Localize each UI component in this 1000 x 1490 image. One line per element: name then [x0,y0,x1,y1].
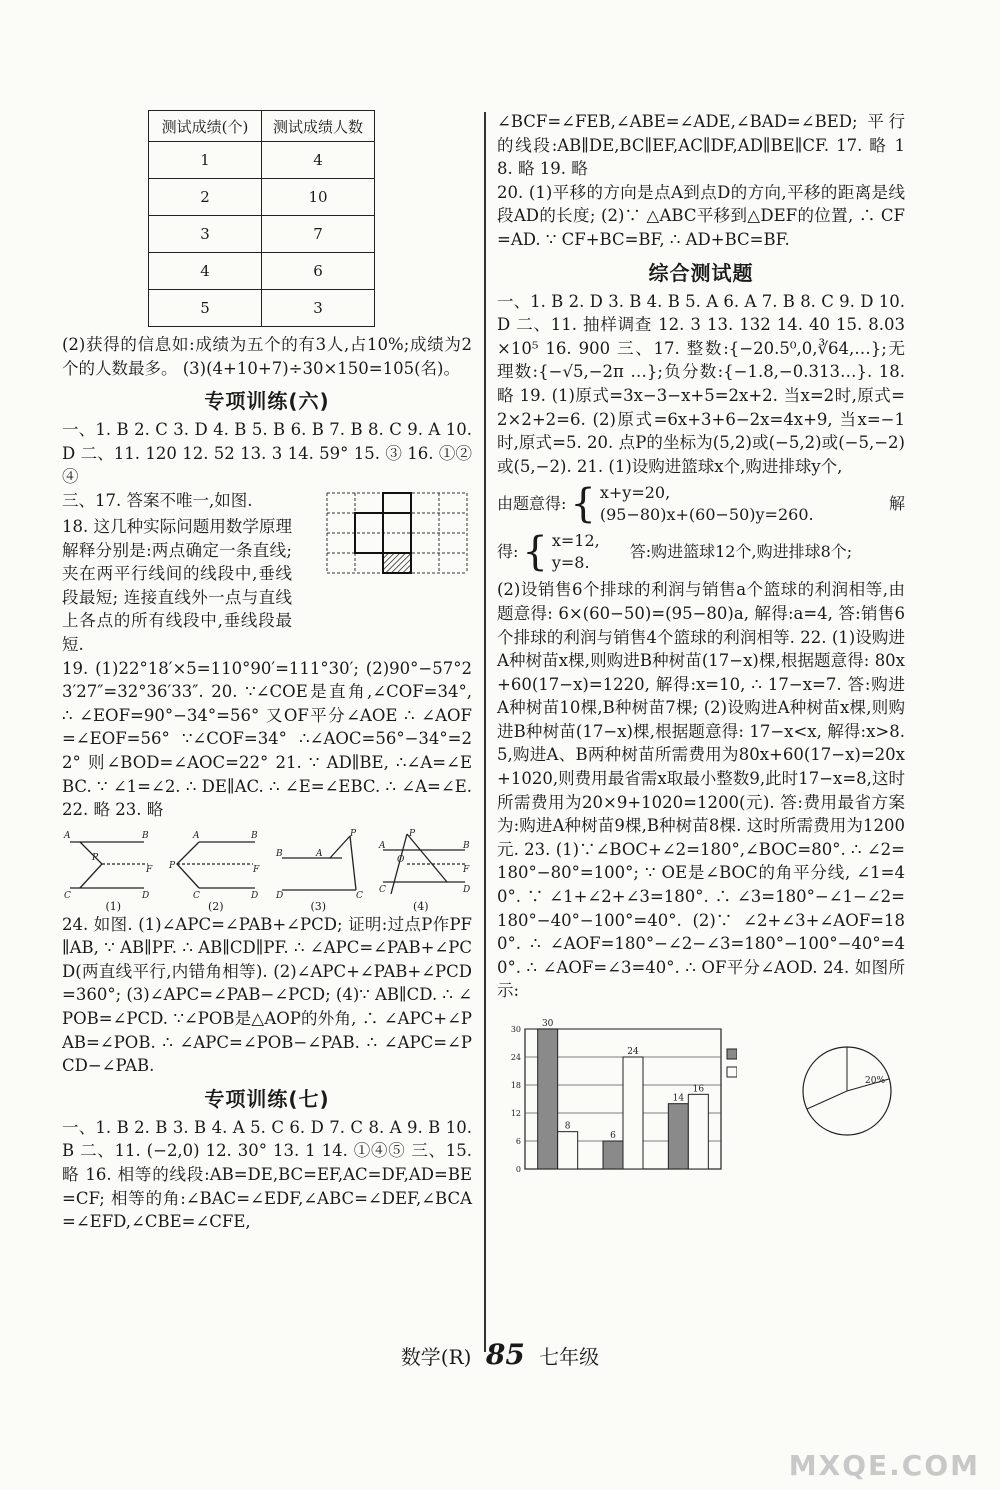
page-number: 85 [485,1338,525,1371]
svg-text:A: A [316,848,323,859]
right-column [497,110,905,1189]
bar-boys [538,1029,558,1169]
equation-tail: 答:购进篮球12个,购进排球8个; [629,542,853,562]
equation-line: y=8. [551,553,590,573]
table-header-row [149,111,375,142]
table-cell: 2 [149,179,262,216]
data-label: 30 [541,1019,554,1029]
svg-text:A: A [64,830,71,841]
figure-captions [62,900,472,913]
answer-paragraph: (2)获得的信息如:成绩为五个的有3人,占10%;成绩为2个的人数最多。 (3)(4+10+7)÷30×150=105(名)。 [62,335,472,378]
svg-text:A: A [379,840,386,851]
table-cell: 6 [262,253,375,290]
svg-text:F: F [253,864,260,875]
table-row [149,142,375,179]
figure-caption: (2) [207,899,224,913]
answer-paragraph: 三、17. 答案不唯一,如图. [62,490,253,510]
svg-text:D: D [463,884,471,895]
svg-text:P: P [350,828,357,839]
data-label: 6 [610,1131,616,1141]
svg-text:P: P [169,860,176,871]
legend-swatch [727,1067,737,1077]
table-cell: 3 [149,216,262,253]
score-table [148,110,375,327]
page-footer [0,1338,1000,1371]
section-heading: 专项训练(六) [204,389,330,414]
equation-lead: 由题意得: [497,494,567,514]
svg-text:O: O [397,854,405,865]
equation-line: (95−80)x+(60−50)y=260. [599,505,814,525]
svg-text:C: C [64,890,71,900]
bar-chart [497,1009,737,1189]
bar-girls [558,1132,578,1169]
table-cell: 4 [149,253,262,290]
column-divider [484,112,486,1352]
equation-line: x=12, [551,531,600,551]
footer-grade: 七年级 [539,1345,600,1369]
answer-paragraph: 一、1. B 2. B 3. B 4. A 5. C 6. D 7. C 8. A 9. B 10. B 二、11. (−2,0) 12. 30° 13. 1 14. ①④⑤ 三、15. 略 16. 相等的线段:AB=DE,BC=EF,AC=DF,AD=BE=CF; 相等的角:∠BAC=∠EDF,∠ABC=∠DEF,∠BCA=∠EFD,∠CBE=∠CFE, [62,1117,472,1232]
svg-text:F: F [463,864,470,875]
svg-text:P: P [409,828,416,839]
table-header: 测试成绩人数 [262,111,375,142]
equation-line: x+y=20, [599,483,671,503]
answer-paragraph: 一、1. B 2. D 3. B 4. B 5. A 6. A 7. B 8. C 9. D 10. D 二、11. 抽样调查 12. 3 13. 132 14. 40 15. 8.03×10⁵ 16. 900 三、17. 整数:{−20.5⁰,0,∛64,…};无理数:{−√5,−2π …};负分数:{−1.8,−0.313…}. 18. 略 19. (1)原式=3x−3−x+5=2x+2. 当x=2时,原式=2×2+2=6. (2)原式=6x+3+6−2x=4x+9, 当x=−1时,原式=5. 20. 点P的坐标为(5,2)或(−5,2)或(−5,−2)或(5,−2). 21. (1)设购进篮球x个,购进排球y个, [497,291,905,476]
figure-3 [272,828,367,900]
table-row [149,179,375,216]
svg-text:B: B [142,830,149,841]
table-cell: 10 [262,179,375,216]
brace-icon: { [522,529,548,576]
equation-system-1 [497,482,905,526]
y-tick-label: 24 [510,1053,521,1062]
y-tick-label: 12 [510,1109,521,1118]
table-row [149,290,375,327]
svg-text:B: B [463,840,470,851]
table-cell: 4 [262,142,375,179]
figure-4 [377,828,472,900]
svg-text:P: P [92,852,99,863]
svg-text:B: B [276,848,283,859]
svg-text:C: C [379,884,386,895]
section-heading: 综合测试题 [648,260,754,285]
watermark-logo: MXQE.COM [788,1449,980,1482]
table-row [149,216,375,253]
table-cell: 5 [149,290,262,327]
bar-girls [623,1057,643,1169]
data-label: 14 [672,1093,685,1104]
chart-area [497,1009,905,1189]
left-column [62,110,472,1234]
equation-lead: 得: [497,542,519,562]
equation-tail: 解 [888,494,905,514]
bar-girls [688,1094,708,1169]
answer-paragraph: 18. 这几种实际问题用数学原理解释分别是:两点确定一条直线;夹在两平行线间的线段中,垂线段最短; 连接直线外一点与直线上各点的所有线段中,垂线段最短. [62,516,292,654]
answer-paragraph: 24. 如图. (1)∠APC=∠PAB+∠PCD; 证明:过点P作PF∥AB, ∵ AB∥PF. ∴ AB∥CD∥PF. ∴ ∠APC=∠PAB+∠PCD(两直线平行,内错角相等). (2)∠APC+∠PAB+∠PCD=360°; (3)∠APC=∠PAB−∠PCD; (4)∵ AB∥CD. ∴ ∠POB=∠PCD. ∵∠POB是△AOP的外角, ∴ ∠APC+∠PAB=∠POB. ∴ ∠APC=∠POB−∠PAB. ∴ ∠APC=∠PCD−∠PAB. [62,914,473,1076]
table-cell: 7 [262,216,375,253]
figure-1 [62,828,157,900]
section-heading: 专项训练(七) [204,1086,330,1111]
y-tick-label: 18 [510,1081,521,1090]
table-row [149,253,375,290]
table-cell: 1 [149,142,262,179]
data-label: 8 [564,1121,571,1132]
svg-text:A: A [193,830,200,841]
figure-caption: (4) [412,899,429,913]
answer-paragraph: 19. (1)22°18′×5=110°90′=111°30′; (2)90°−57°23′27″=32°36′33″. 20. ∵∠COE是直角,∠COF=34°, ∴ ∠EOF=90°−34°=56° 又OF平分∠AOE ∴ ∠AOF=∠EOF=56° ∵∠COF=34° ∴∠AOC=56°−34°=22° 则∠BOD=∠AOC=22° 21. ∵ AD∥BE, ∴∠A=∠EBC. ∵ ∠1=∠2. ∴ DE∥AC. ∴ ∠E=∠EBC. ∴ ∠A=∠E. 22. 略 23. 略 [62,658,472,820]
svg-text:C: C [356,890,363,900]
answer-paragraph: 20. (1)平移的方向是点A到点D的方向,平移的距离是线段AD的长度; (2)∵ △ABC平移到△DEF的位置, ∴ CF=AD. ∵ CF+BC=BF, ∴ AD+BC=BF. [497,182,905,249]
svg-text:B: B [251,830,258,841]
equation-system-2 [497,530,905,574]
table-header: 测试成绩(个) [149,111,262,142]
data-label: 16 [692,1084,705,1095]
grid-figure [322,489,472,577]
answer-paragraph: ∠BCF=∠FEB,∠ABE=∠ADE,∠BAD=∠BED; 平行的线段:AB∥DE,BC∥EF,AC∥DF,AD∥BE∥CF. 17. 略 18. 略 19. 略 [497,112,905,179]
brace-icon: { [570,481,596,528]
y-tick-label: 6 [515,1137,521,1146]
y-tick-label: 0 [515,1165,521,1174]
pie-label: 20% [865,1076,886,1086]
figure-row [62,828,472,900]
svg-text:D: D [276,890,284,900]
svg-text:F: F [146,864,153,875]
figure-caption: (1) [105,899,122,913]
svg-text:C: C [193,890,200,900]
bar-boys [603,1141,623,1169]
answer-paragraph: (2)设销售6个排球的利润与销售a个篮球的利润相等,由题意得: 6×(60−50)=(95−80)a, 解得:a=4, 答:销售6个排球的利润与销售4个篮球的利润相等. 22. (1)设购进A种树苗x棵,则购进B种树苗(17−x)棵,根据题意得: 80x+60(17−x)=1220, 解得:x=10, ∴ 17−x=7. 答:购进A种树苗10棵,B种树苗7棵; (2)设购进A种树苗x棵,则购进B种树苗(17−x)棵,根据题意得: 17−x<x, 解得:x>8.5,购进A、B两种树苗所需费用为80x+60(17−x)=20x+1020,则费用最省需x取最小整数9,此时17−x=8,这时所需费用为20×9+1020=1200(元). 答:费用最省方案为:购进A种树苗9棵,B种树苗8棵. 这时所需费用为1200元. 23. (1)∵∠BOC+∠2=180°,∠BOC=80°. ∴ ∠2=180°−80°=100°; ∵ OE是∠BOC的角平分线, ∠1=40°. ∵ ∠1+∠2+∠3=180°. ∴ ∠3=180°−∠1−∠2=180°−40°−100°=40°. (2)∵ ∠2+∠3+∠AOF=180°. ∴ ∠AOF=180°−∠2−∠3=180°−100°−40°=40°. ∴ ∠AOF=∠3=40°. ∴ OF平分∠AOD. 24. 如图所示: [497,580,905,1001]
y-tick-label: 30 [510,1025,521,1034]
figure-caption: (3) [310,899,327,913]
legend-swatch [727,1049,737,1059]
table-cell: 3 [262,290,375,327]
figure-2 [167,828,262,900]
bar-boys [668,1104,688,1169]
data-label: 24 [627,1047,639,1057]
footer-subject: 数学(R) [400,1345,472,1369]
svg-text:D: D [251,890,259,900]
pie-chart [795,1009,905,1149]
answer-paragraph: 一、1. B 2. C 3. D 4. B 5. B 6. B 7. B 8. C 9. A 10. D 二、11. 120 12. 52 13. 3 14. 59° 15. ③ 16. ①②④ [62,420,472,487]
svg-text:D: D [142,890,150,900]
